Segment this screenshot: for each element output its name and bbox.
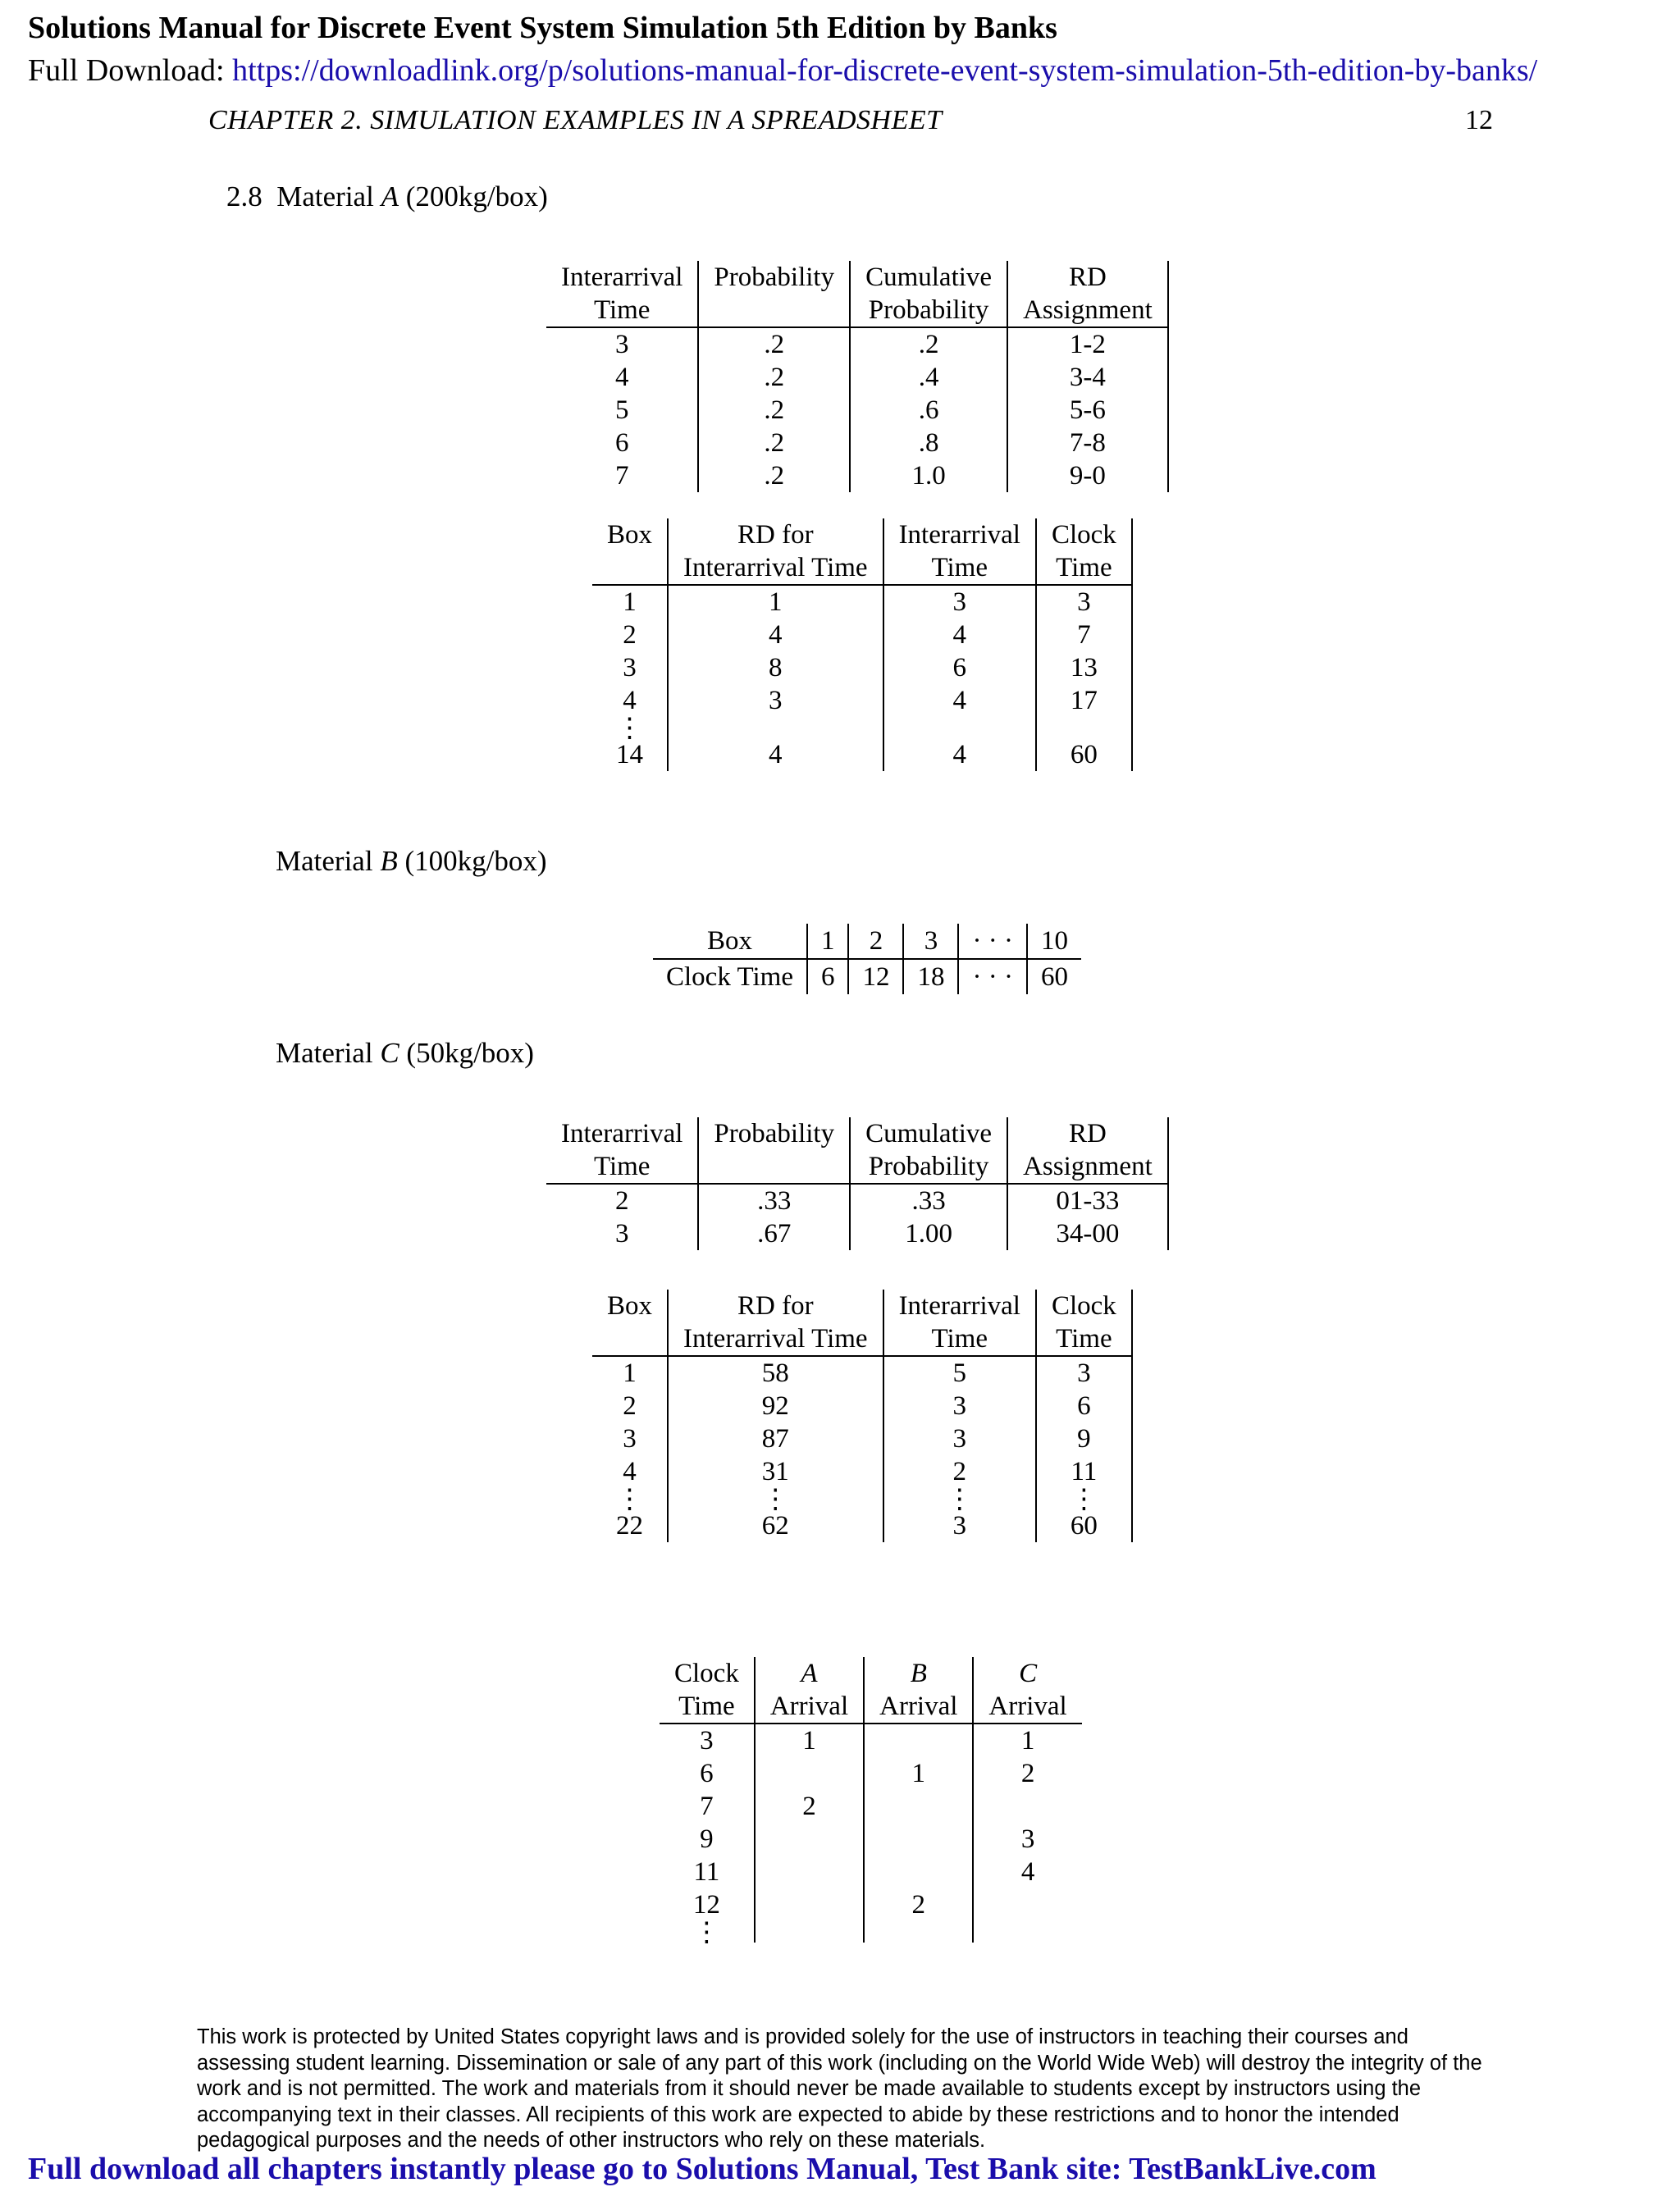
table-cell: .2 [698,361,850,394]
table-cell: 58 [668,1356,883,1390]
table-cell: 1 [807,924,849,959]
col-header: Cumulative [850,1117,1007,1150]
table-cell: .2 [850,327,1007,361]
material-a-distribution-table [546,261,1169,492]
col-header [592,1322,668,1356]
table-cell: 2 [1020,1759,1035,1788]
table-cell: 6 [660,1757,755,1790]
table-cell: 1 [592,585,668,619]
col-header: Time [546,294,698,327]
table-cell: 4 [668,738,883,771]
table-cell: 11 [1036,1455,1132,1488]
table-cell [668,717,883,738]
table-body [546,327,1168,492]
download-line [28,53,1537,89]
table-cell: 1.00 [850,1217,1007,1250]
table-body [592,585,1132,771]
table-row [592,684,1132,717]
table-cell: 4 [883,619,1036,651]
table-cell: 18 [903,959,958,994]
col-header: RD [1007,1117,1168,1150]
row-label: Clock Time [666,962,793,992]
table-cell: .2 [698,459,850,492]
col-header: Probability [698,1117,850,1150]
col-header: C [1019,1659,1038,1688]
col-header: RD [1007,261,1168,294]
col-header: Clock [1036,1290,1132,1322]
col-header [698,1150,850,1184]
table-cell [883,717,1036,738]
col-header: B [864,1657,973,1690]
table-cell: 01-33 [1007,1184,1168,1217]
table-cell: 92 [668,1390,883,1422]
section-heading-material-b: Material B (100kg/box) [276,845,547,877]
table-row [660,1823,1082,1856]
table-cell: .4 [850,361,1007,394]
table-cell: 3 [883,585,1036,619]
table-cell: 7 [660,1790,755,1823]
col-header: Time [660,1690,755,1724]
table-cell: .6 [850,394,1007,427]
table-cell: 2 [592,619,668,651]
table-cell: 14 [592,738,668,771]
table-cell: 12 [660,1888,755,1921]
table-cell: 1.0 [850,459,1007,492]
table-cell: 9 [1036,1422,1132,1455]
col-header: Interarrival [883,1290,1036,1322]
table-body [660,1724,1082,1947]
combined-arrivals-table [660,1657,1082,1947]
table-row [592,1356,1132,1390]
col-header: RD for [668,1290,883,1322]
table-row [592,651,1132,684]
table-row [546,1184,1168,1217]
table-row [592,1422,1132,1455]
table-cell: 3 [660,1724,755,1757]
table-cell: 22 [592,1509,668,1542]
col-header: Box [592,1290,668,1322]
table-cell [864,1724,973,1757]
table-cell: 10 [1027,924,1081,959]
table-row [592,1390,1132,1422]
col-header: Assignment [1007,294,1168,327]
table-row [592,619,1132,651]
table-cell: 4 [883,684,1036,717]
col-header: Time [546,1150,698,1184]
table-cell [973,1790,1081,1823]
material-b-table [653,924,1081,994]
table-cell: 6 [883,651,1036,684]
table-cell: 60 [1036,1509,1132,1542]
table-row [546,1217,1168,1250]
table-row [546,427,1168,459]
table-cell: 34-00 [1007,1217,1168,1250]
table-cell: 3 [1020,1824,1035,1854]
table-cell: 6 [546,427,698,459]
table-cell: 1-2 [1007,327,1168,361]
table-cell: 4 [668,619,883,651]
table-row [546,327,1168,361]
table-cell: .2 [698,394,850,427]
table-cell: 3 [592,1422,668,1455]
table-cell: .67 [698,1217,850,1250]
table-cell: ⋮ [1036,1488,1132,1509]
col-header: Probability [850,1150,1007,1184]
table-cell: 1 [755,1724,864,1757]
table-cell: 6 [807,959,849,994]
col-header: Interarrival Time [668,551,883,585]
table-cell: · · · [958,959,1026,994]
table-cell: 2 [546,1184,698,1217]
table-cell: 3 [903,924,958,959]
col-header: Interarrival [546,261,698,294]
table-cell: ⋮ [668,1488,883,1509]
col-header: Time [883,1322,1036,1356]
table-row [546,394,1168,427]
table-cell: 2 [755,1790,864,1823]
table-cell [755,1921,864,1943]
table-cell [1036,717,1132,738]
table-cell: 4 [883,738,1036,771]
table-cell: 3 [668,684,883,717]
col-header: RD for [668,518,883,551]
table-cell: 3 [883,1390,1036,1422]
table-cell: 1 [592,1356,668,1390]
table-cell: 2 [592,1390,668,1422]
page-number: 12 [1465,105,1493,135]
table-body [546,1184,1168,1250]
footer-promo-link[interactable]: Full download all chapters instantly please go to Solutions Manual, Test Bank site: TestBankLive.com [28,2152,1376,2186]
table-cell: 31 [668,1455,883,1488]
table-cell [755,1823,864,1856]
table-cell: 87 [668,1422,883,1455]
table-cell: 4 [592,684,668,717]
running-head: CHAPTER 2. SIMULATION EXAMPLES IN A SPREADSHEET [208,105,943,135]
col-header: Time [1036,551,1132,585]
col-header: Cumulative [850,261,1007,294]
table-row [660,1921,1082,1943]
material-a-simulation-table [592,518,1133,771]
table-cell: 5 [546,394,698,427]
table-cell [755,1888,864,1921]
col-header: Interarrival Time [668,1322,883,1356]
table-cell: 60 [1027,959,1081,994]
table-cell [755,1757,864,1790]
row-label: Box [653,924,807,959]
document-title: Solutions Manual for Discrete Event System Simulation 5th Edition by Banks [28,11,1057,45]
table-cell: ⋮ [883,1488,1036,1509]
table-cell: 4 [592,1455,668,1488]
table-cell [864,1790,973,1823]
col-header: Time [883,551,1036,585]
col-header: Time [1036,1322,1132,1356]
table-cell: 4 [546,361,698,394]
section-heading-material-a: 2.8 Material A (200kg/box) [226,180,548,212]
col-header: Clock [660,1657,755,1690]
table-cell: 1 [864,1757,973,1790]
table-cell: 62 [668,1509,883,1542]
table-row [592,1455,1132,1488]
copyright-notice: This work is protected by United States copyright laws and is provided solely for the use of instructors in teaching their courses and assessing student learning. Dissemination or sale of any part of this work (including on the World Wide Web) will destroy the integrity of the work and is not permitted. The work and materials from it should never be made available to students except by instructors using the accompanying text in their classes. All recipients of this work are expected to abide by these restrictions and to honor the intended pedagogical purposes and the needs of other instructors who rely on these materials. [197,2025,1482,2152]
table-row [660,1757,1082,1790]
table-row [660,1856,1082,1888]
table-row [653,924,1081,959]
table-cell: ⋮ [660,1921,755,1943]
table-cell: 17 [1036,684,1132,717]
table-body [592,1356,1132,1542]
table-cell: 2 [883,1455,1036,1488]
download-link[interactable]: https://downloadlink.org/p/solutions-manual-for-discrete-event-system-simulation-5th-edition-by-banks/ [232,53,1538,88]
table-row [653,959,1081,994]
table-cell: 11 [660,1856,755,1888]
table-row [546,361,1168,394]
table-cell: 3 [883,1422,1036,1455]
table-cell: 7 [1036,619,1132,651]
col-header: Arrival [755,1690,864,1724]
table-cell: 7-8 [1007,427,1168,459]
table-cell: 6 [1036,1390,1132,1422]
table-cell [973,1921,1081,1943]
col-header: Arrival [864,1690,973,1724]
table-cell: 3 [546,327,698,361]
table-cell: ⋮ [592,717,668,738]
table-cell: .33 [850,1184,1007,1217]
table-cell: 7 [546,459,698,492]
table-row [592,717,1132,738]
table-cell: 1 [668,585,883,619]
table-row [592,585,1132,619]
material-c-distribution-table [546,1117,1169,1250]
table-cell: 4 [1020,1857,1035,1887]
table-cell: 60 [1036,738,1132,771]
col-header [592,551,668,585]
table-cell [864,1856,973,1888]
table-cell: 5 [883,1356,1036,1390]
table-row [660,1724,1082,1757]
table-row [660,1790,1082,1823]
table-cell [864,1921,973,1943]
table-row [592,738,1132,771]
col-header: Arrival [973,1690,1081,1724]
table-cell: 3 [546,1217,698,1250]
table-cell: · · · [958,924,1026,959]
table-cell: 13 [1036,651,1132,684]
table-row [660,1888,1082,1921]
table-cell: .2 [698,327,850,361]
table-cell: .33 [698,1184,850,1217]
table-cell: .8 [850,427,1007,459]
table-cell: 9 [660,1823,755,1856]
download-label: Full Download: [28,53,225,88]
table-cell: 8 [668,651,883,684]
table-cell: 3 [592,651,668,684]
col-header: Interarrival [883,518,1036,551]
table-cell: 3 [1036,585,1132,619]
table-row [546,459,1168,492]
table-cell [755,1856,864,1888]
table-cell [973,1888,1081,1921]
table-cell: 3 [1036,1356,1132,1390]
col-header: Clock [1036,518,1132,551]
table-cell: 5-6 [1007,394,1168,427]
col-header: Box [592,518,668,551]
section-number: 2.8 [226,180,262,212]
col-header: A [755,1657,864,1690]
col-header: Interarrival [546,1117,698,1150]
table-cell: .2 [698,427,850,459]
table-cell: 3-4 [1007,361,1168,394]
section-heading-material-c: Material C (50kg/box) [276,1037,534,1069]
table-cell: 2 [864,1888,973,1921]
material-c-simulation-table [592,1290,1133,1542]
table-cell [864,1823,973,1856]
table-row [592,1509,1132,1542]
col-header: Probability [698,261,850,294]
table-cell: 1 [1020,1726,1035,1756]
col-header: Probability [850,294,1007,327]
col-header: Assignment [1007,1150,1168,1184]
col-header [698,294,850,327]
table-row [592,1488,1132,1509]
table-cell: 9-0 [1007,459,1168,492]
table-cell: 2 [848,924,903,959]
table-cell: ⋮ [592,1488,668,1509]
table-cell: 3 [883,1509,1036,1542]
table-cell: 12 [848,959,903,994]
